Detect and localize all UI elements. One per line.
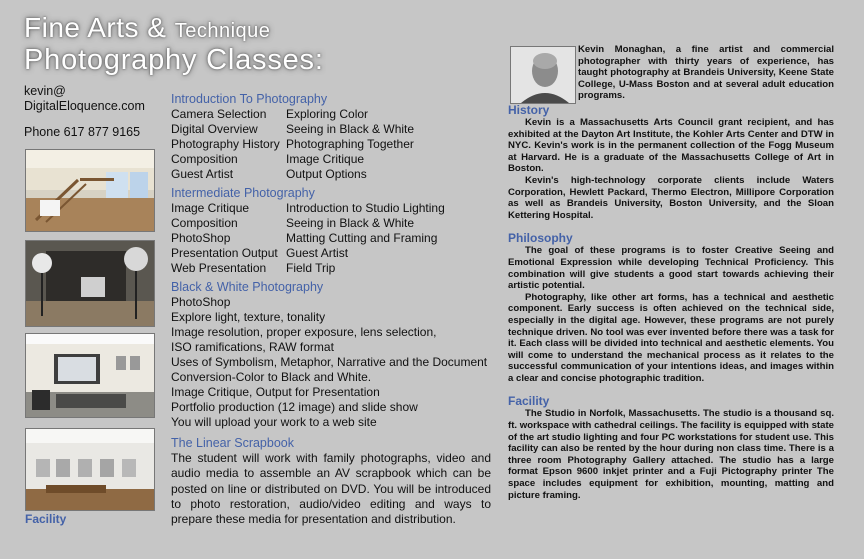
bio-text: Kevin Monaghan, a fine artist and commercial photographer with thirty years of experience, has taught photography at Brandeis University, Keene State College, U-Mass Boston and at several adult education programs.	[578, 44, 834, 102]
phone-number: Phone 617 877 9165	[24, 125, 141, 139]
philosophy-paragraph-2: Photography, like other art forms, has a technical and aesthetic component. Early success is often achieved on the technical side, especially in the digital age. However, these programs are not purely technique driven. No tool was ever invented before there was a task for it. Each class will be divided into technical and aesthetic elements. You will come to understand the mechanical process as it relates to the successful communication of your intentions ideas, and images within a clear and concise photographic tradition.	[508, 291, 834, 384]
intermediate-topic: Presentation Output	[171, 246, 278, 260]
intro-topic: Photographing Together	[286, 137, 414, 151]
bw-heading: Black & White Photography	[171, 280, 324, 294]
philosophy-paragraph-1: The goal of these programs is to foster Creative Seeing and Emotional Expression while developing Technical Proficiency. This combination will give students a good start towards achieving their artistic potential.	[508, 245, 834, 292]
intro-heading: Introduction To Photography	[171, 92, 328, 106]
bw-topic: You will upload your work to a web site	[171, 415, 377, 429]
studio-photo-loft	[25, 149, 155, 232]
title-subtitle: Photography Classes:	[24, 44, 324, 76]
facility-paragraph: The Studio in Norfolk, Massachusetts. The studio is a thousand sq. ft. workspace with cathedral ceilings. The facility is equipped with state of the art studio lighting and four PC workstations for student use. This facility can also be rented by the hour during non class time. There is a three room Photography Gallery attached. The studio has a large format Epson 9600 inkjet printer and a Fuji Pictography printer The space includes equipment for exhibition, mounting, matting and picture framing.	[508, 408, 834, 501]
intermediate-topic: Matting Cutting and Framing	[286, 231, 438, 245]
email-line1[interactable]: kevin@	[24, 84, 66, 98]
intermediate-topic: Introduction to Studio Lighting	[286, 201, 445, 215]
bw-topic: Uses of Symbolism, Metaphor, Narrative and the Document	[171, 355, 488, 369]
course-list	[171, 92, 491, 527]
intermediate-topic: Web Presentation	[171, 261, 267, 275]
intermediate-topic: Image Critique	[171, 201, 250, 215]
bw-topic: Explore light, texture, tonality	[171, 310, 326, 324]
intermediate-topic: Field Trip	[286, 261, 336, 275]
bw-topic: Image Critique, Output for Presentation	[171, 385, 380, 399]
bw-topic: Conversion-Color to Black and White.	[171, 370, 372, 384]
facility-caption: Facility	[25, 512, 67, 526]
intro-topic: Output Options	[286, 167, 367, 181]
history-paragraph-1: Kevin is a Massachusetts Arts Council grant recipient, and has exhibited at the Dayton Art Institute, the Kohler Arts Center and DTW in NYC. Kevin's work is in the permanent collection of the Fogg Museum at Harvard. He is a graduate of the Massachusetts College of Art in Boston.	[508, 117, 834, 175]
email-line2[interactable]: DigitalEloquence.com	[24, 99, 145, 113]
intermediate-topics	[171, 201, 491, 276]
studio-photo-gallery	[25, 428, 155, 511]
studio-photo-theater	[25, 333, 155, 418]
intro-topic: Digital Overview	[171, 122, 258, 136]
intro-topics	[171, 107, 491, 182]
intro-topic: Photography History	[171, 137, 280, 151]
contact-block	[24, 84, 145, 140]
facility-heading: Facility	[508, 394, 550, 409]
bw-topic: PhotoShop	[171, 295, 231, 309]
bw-topic: Portfolio production (12 image) and slide show	[171, 400, 418, 414]
page-title	[24, 14, 324, 75]
intro-topic: Seeing in Black & White	[286, 122, 415, 136]
intro-topic: Image Critique	[286, 152, 365, 166]
intermediate-topic: Guest Artist	[286, 246, 349, 260]
intermediate-topic: PhotoShop	[171, 231, 231, 245]
title-main: Fine Arts &	[24, 12, 167, 43]
intermediate-topic: Seeing in Black & White	[286, 216, 415, 230]
scrapbook-text: The student will work with family photographs, video and audio media to assemble an AV scrapbook which can be posted on line or distributed on DVD. You will be introduced to photo restoration, audio/video editing and ways to prepare these media for presentation and distribution.	[171, 451, 491, 527]
bw-topics	[171, 295, 491, 430]
scrapbook-heading: The Linear Scrapbook	[171, 436, 294, 450]
right-column	[508, 103, 834, 501]
bw-topic: Image resolution, proper exposure, lens selection,	[171, 325, 437, 339]
intro-topic: Guest Artist	[171, 167, 234, 181]
intermediate-heading: Intermediate Photography	[171, 186, 315, 200]
philosophy-heading: Philosophy	[508, 231, 573, 246]
intro-topic: Camera Selection	[171, 107, 267, 121]
studio-photo-lighting	[25, 240, 155, 327]
title-small: Technique	[174, 20, 271, 42]
intro-topic: Composition	[171, 152, 238, 166]
intermediate-topic: Composition	[171, 216, 238, 230]
history-heading: History	[508, 103, 550, 117]
bw-topic: ISO ramifications, RAW format	[171, 340, 334, 354]
history-paragraph-2: Kevin's high-technology corporate clients include Waters Corporation, Hewlett Packard, Thermo Electron, Millipore Corporation as well as Brandeis University, Boston University, and the Sloan Kettering Hospital.	[508, 174, 834, 221]
intro-topic: Exploring Color	[286, 107, 369, 121]
portrait-photo	[510, 46, 576, 104]
